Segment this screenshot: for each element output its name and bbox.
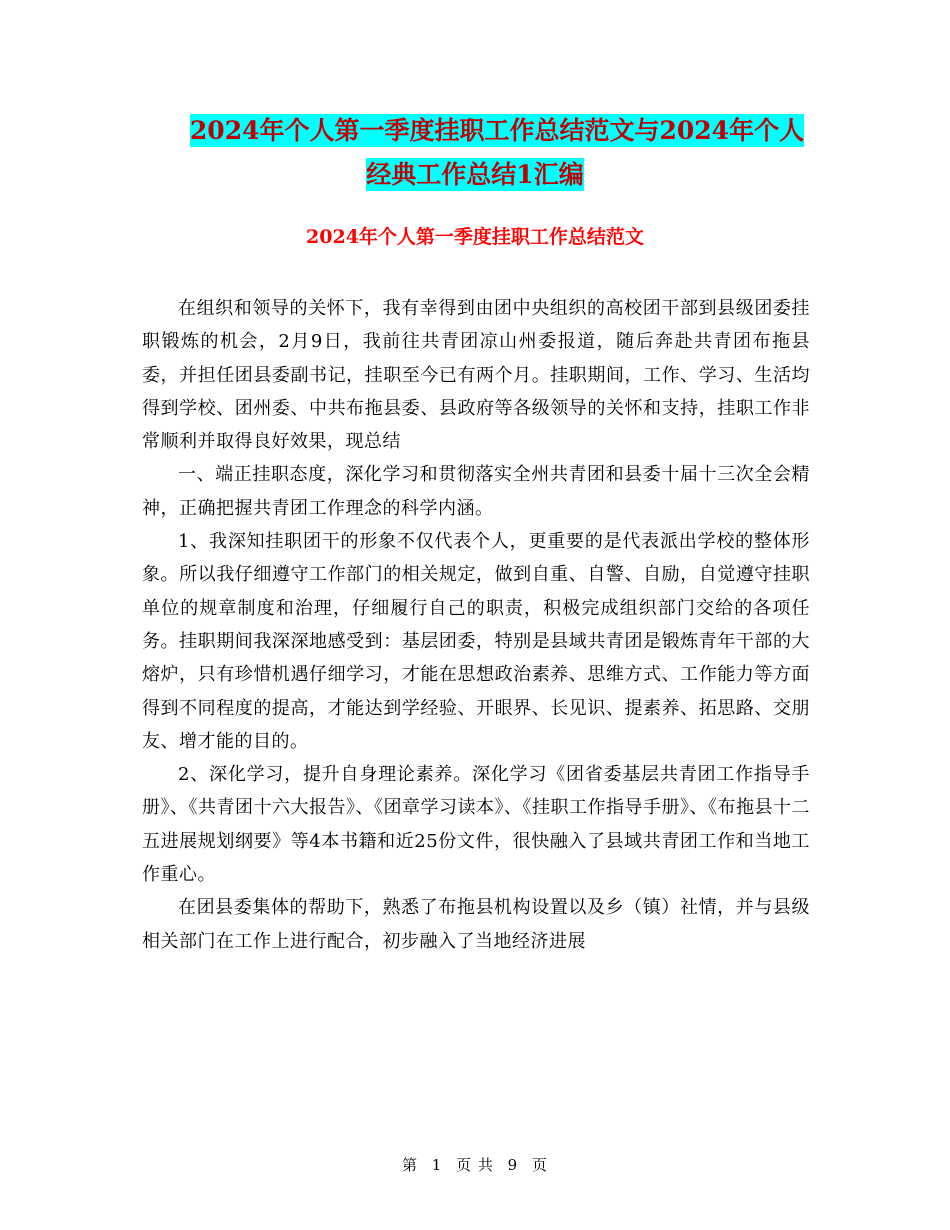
- footer-prefix: 第: [401, 1156, 418, 1174]
- footer-total-pages: 9: [507, 1156, 519, 1174]
- paragraph-3: 1、我深知挂职团干的形象不仅代表个人，更重要的是代表派出学校的整体形象。所以我仔细遵守工作部门的相关规定，做到自重、自警、自励，自觉遵守挂职单位的规章制度和治理，仔细履行自己的职责，积极完成组织部门交给的各项任务。挂职期间我深深地感受到：基层团委，特别是县域共青团是锻炼青年干部的大熔炉，只有珍惜机遇仔细学习，才能在思想政治素养、思维方式、工作能力等方面得到不同程度的提高，才能达到学经验、开眼界、长见识、提素养、拓思路、交朋友、增才能的目的。: [142, 531, 810, 752]
- footer-mid: 页 共: [456, 1156, 494, 1174]
- section-title: 2024年个人第一季度挂职工作总结范文: [306, 226, 644, 248]
- footer-page-number: 1: [431, 1156, 443, 1174]
- paragraph-5: 在团县委集体的帮助下，熟悉了布拖县机构设置以及乡（镇）社情，并与县级相关部门在工作上进行配合，初步融入了当地经济进展: [142, 897, 810, 952]
- page-footer: [0, 1154, 950, 1175]
- document-body: [142, 292, 810, 958]
- paragraph-4: 2、深化学习，提升自身理论素养。深化学习《团省委基层共青团工作指导手册》、《共青团十六大报告》、《团章学习读本》、《挂职工作指导手册》、《布拖县十二五进展规划纲要》等4本书籍和近25份文件，很快融入了县域共青团工作和当地工作重心。: [142, 764, 810, 886]
- paragraph-2: 一、端正挂职态度，深化学习和贯彻落实全州共青团和县委十届十三次全会精神，正确把握共青团工作理念的科学内涵。: [142, 464, 810, 519]
- paragraph-1: 在组织和领导的关怀下，我有幸得到由团中央组织的高校团干部到县级团委挂职锻炼的机会，2月9日，我前往共青团凉山州委报道，随后奔赴共青团布拖县委，并担任团县委副书记，挂职至今已有两个月。挂职期间，工作、学习、生活均得到学校、团州委、中共布拖县委、县政府等各级领导的关怀和支持，挂职工作非常顺利并取得良好效果，现总结: [142, 298, 810, 453]
- document-title-line1: [22, 110, 950, 152]
- title-highlight-1: 2024年个人第一季度挂职工作总结范文与2024年个人: [189, 116, 805, 145]
- footer-suffix: 页: [532, 1156, 549, 1174]
- document-title-line2: [0, 154, 950, 196]
- title-highlight-2: 经典工作总结1汇编: [366, 160, 584, 189]
